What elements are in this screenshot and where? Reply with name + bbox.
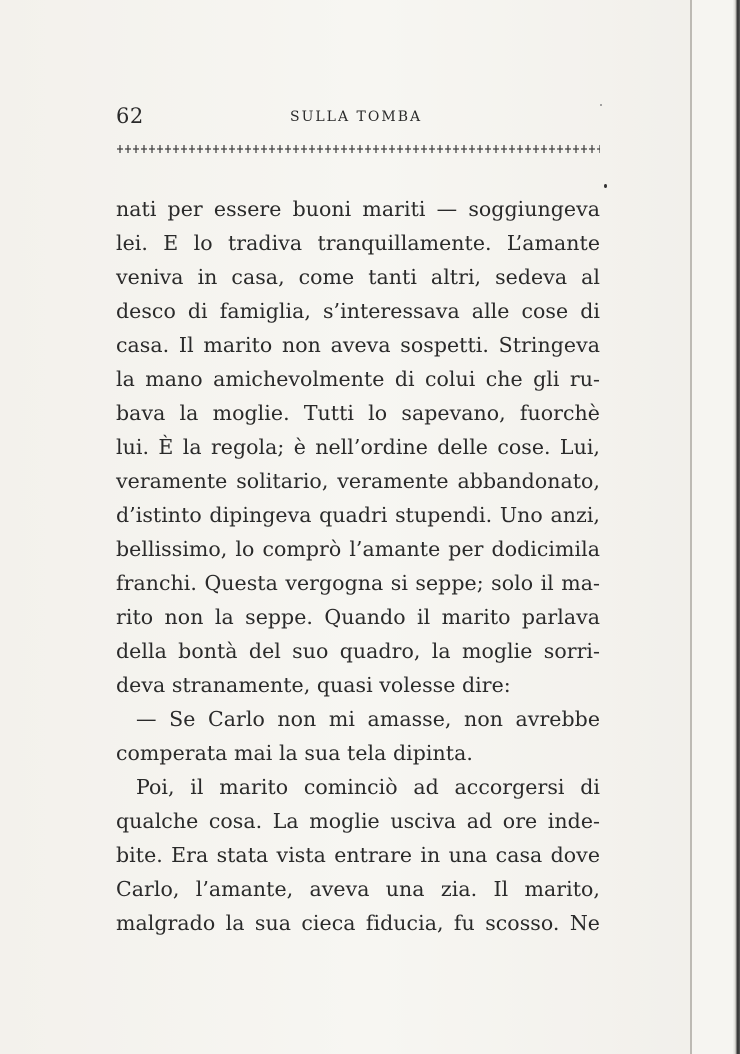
running-title: SULLA TOMBA <box>290 109 423 125</box>
text-line: d’istinto dipingeva quadri stupendi. Uno anzi, <box>116 503 600 527</box>
page-number: 62 <box>116 104 144 128</box>
text-line: rito non la seppe. Quando il marito parlava <box>116 605 600 629</box>
text-line: Carlo, l’amante, aveva una zia. Il marito, <box>116 877 600 901</box>
decorative-rule <box>116 143 600 155</box>
text-line: bava la moglie. Tutti lo sapevano, fuorchè <box>116 401 600 425</box>
text-line: malgrado la sua cieca fiducia, fu scosso. Ne <box>116 911 600 935</box>
text-line: deva stranamente, quasi volesse dire: <box>116 673 511 697</box>
text-line: qualche cosa. La moglie usciva ad ore inde- <box>116 809 600 833</box>
text-line: veramente solitario, veramente abbandonato, <box>116 469 600 493</box>
ornament-rule-icon <box>116 143 600 155</box>
text-line: comperata mai la sua tela dipinta. <box>116 741 473 765</box>
text-line: franchi. Questa vergogna si seppe; solo il ma- <box>116 571 600 595</box>
ink-speck <box>604 184 607 188</box>
paragraph-start: Poi, il marito cominciò ad accorgersi di <box>136 775 600 799</box>
text-line: veniva in casa, come tanti altri, sedeva al <box>116 265 600 289</box>
text-line: casa. Il marito non aveva sospetti. Stringeva <box>116 333 600 357</box>
text-line: nati per essere buoni mariti — soggiungeva <box>116 197 600 221</box>
text-line: bellissimo, lo comprò l’amante per dodicimila <box>116 537 600 561</box>
text-line: desco di famiglia, s’interessava alle cose di <box>116 299 600 323</box>
text-line: lui. È la regola; è nell’ordine delle cose. Lui, <box>116 435 600 459</box>
text-line: bite. Era stata vista entrare in una casa dove <box>116 843 600 867</box>
text-line: della bontà del suo quadro, la moglie sorri- <box>116 639 600 663</box>
ink-speck <box>600 104 602 106</box>
text-line: lei. E lo tradiva tranquillamente. L’amante <box>116 231 600 255</box>
body-text <box>116 192 600 940</box>
text-line: la mano amichevolmente di colui che gli ru- <box>116 367 600 391</box>
page-binding-edge <box>692 0 740 1054</box>
page-header <box>116 100 600 130</box>
dialogue-line: — Se Carlo non mi amasse, non avrebbe <box>136 707 600 731</box>
